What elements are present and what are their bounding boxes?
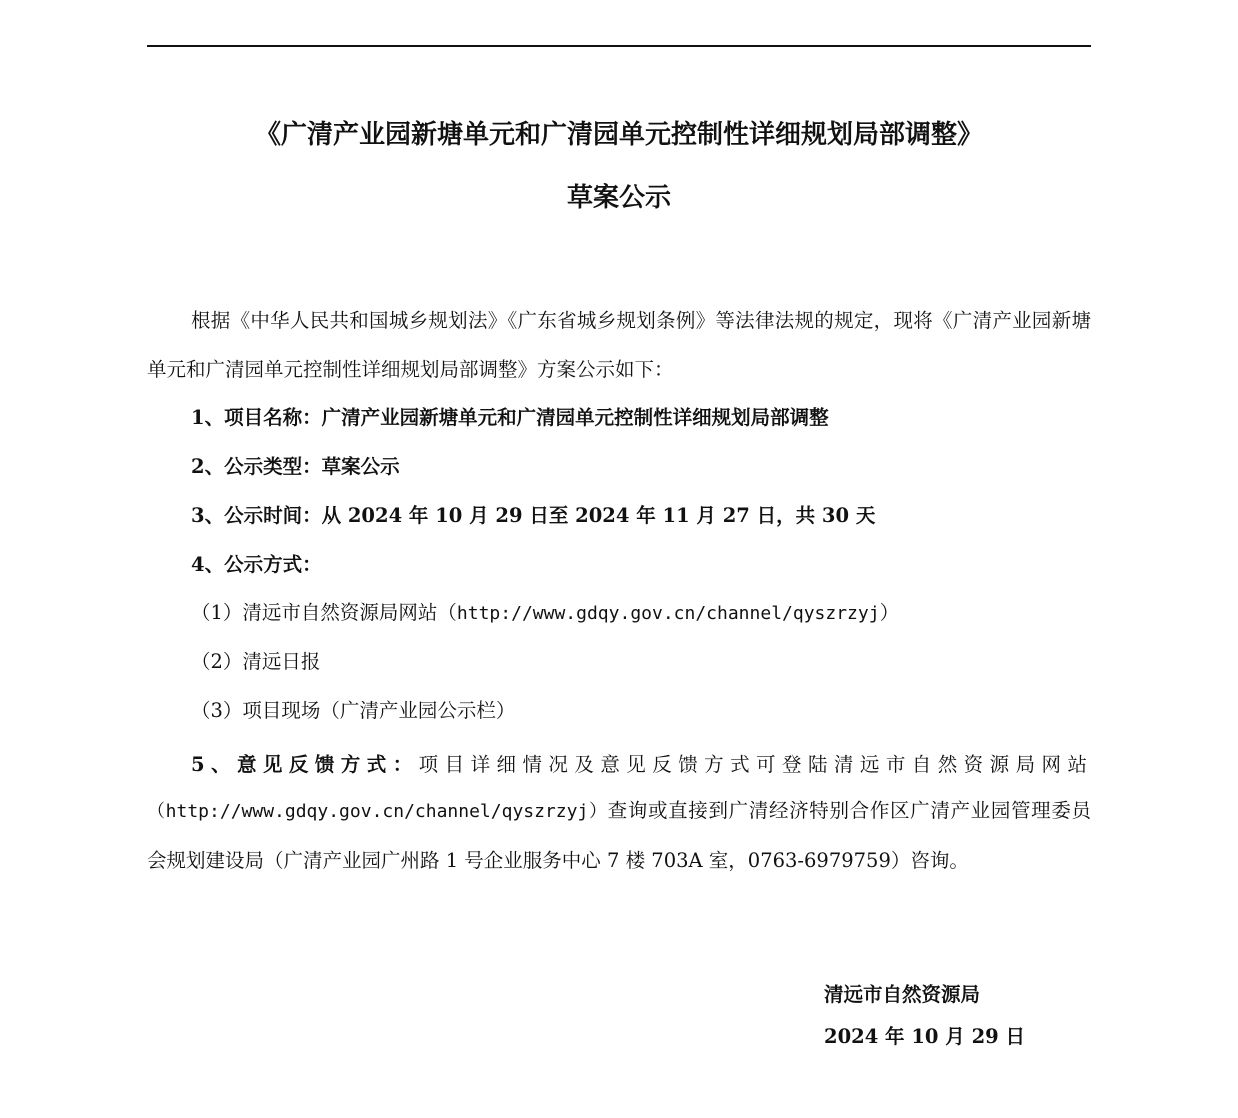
item-value: 从 2024 年 10 月 29 日至 2024 年 11 月 27 日，共 30 天 — [321, 504, 876, 527]
method-website — [191, 598, 1091, 629]
feedback-link[interactable]: （http://www.gdqy.gov.cn/channel/qyszrzyj） — [147, 801, 608, 822]
item-label: 1、项目名称： — [191, 406, 322, 429]
website-link[interactable]: http://www.gdqy.gov.cn/channel/qyszrzyj — [456, 603, 880, 624]
feedback-line-1 — [147, 740, 1091, 789]
item-value: 广清产业园新塘单元和广清园单元控制性详细规划局部调整 — [321, 406, 829, 429]
method-suffix: ） — [879, 601, 900, 624]
feedback-body — [147, 786, 1091, 885]
feedback-label: 5、意见反馈方式： — [191, 753, 419, 776]
intro-paragraph: 根据《中华人民共和国城乡规划法》《广东省城乡规划条例》等法律法规的规定，现将《广清产业园新塘单元和广清园单元控制性详细规划局部调整》方案公示如下： — [147, 309, 1091, 381]
item-notice-type — [147, 452, 1091, 482]
feedback-text: 项目详细情况及意见反馈方式可登陆清远市自然资源局网站 — [418, 753, 1091, 776]
feedback-details: 查询或直接到广清经济特别合作区广清产业园管理委员会规划建设局（广清产业园广州路 1 号企业服务中心 7 楼 703A 室，0763-6979759）咨询。 — [147, 799, 1091, 872]
document-title: 《广清产业园新塘单元和广清园单元控制性详细规划局部调整》 — [254, 120, 983, 150]
issuer-name: 清远市自然资源局 — [824, 983, 981, 1006]
method-onsite: （3）项目现场（广清产业园公示栏） — [191, 699, 516, 722]
method-prefix: （1）清远市自然资源局网站（ — [191, 601, 457, 624]
issue-date: 2024 年 10 月 29 日 — [824, 1025, 1025, 1048]
item-notice-period — [147, 501, 1091, 531]
header-rule — [147, 45, 1091, 47]
method-newspaper: （2）清远日报 — [191, 650, 321, 673]
item-project-name — [147, 403, 1091, 433]
item-notice-methods — [147, 550, 1091, 580]
document-subtitle: 草案公示 — [566, 183, 671, 213]
item-label: 4、公示方式： — [191, 553, 322, 576]
item-label: 2、公示类型： — [191, 455, 322, 478]
item-value: 草案公示 — [321, 455, 400, 478]
item-label: 3、公示时间： — [191, 504, 322, 527]
